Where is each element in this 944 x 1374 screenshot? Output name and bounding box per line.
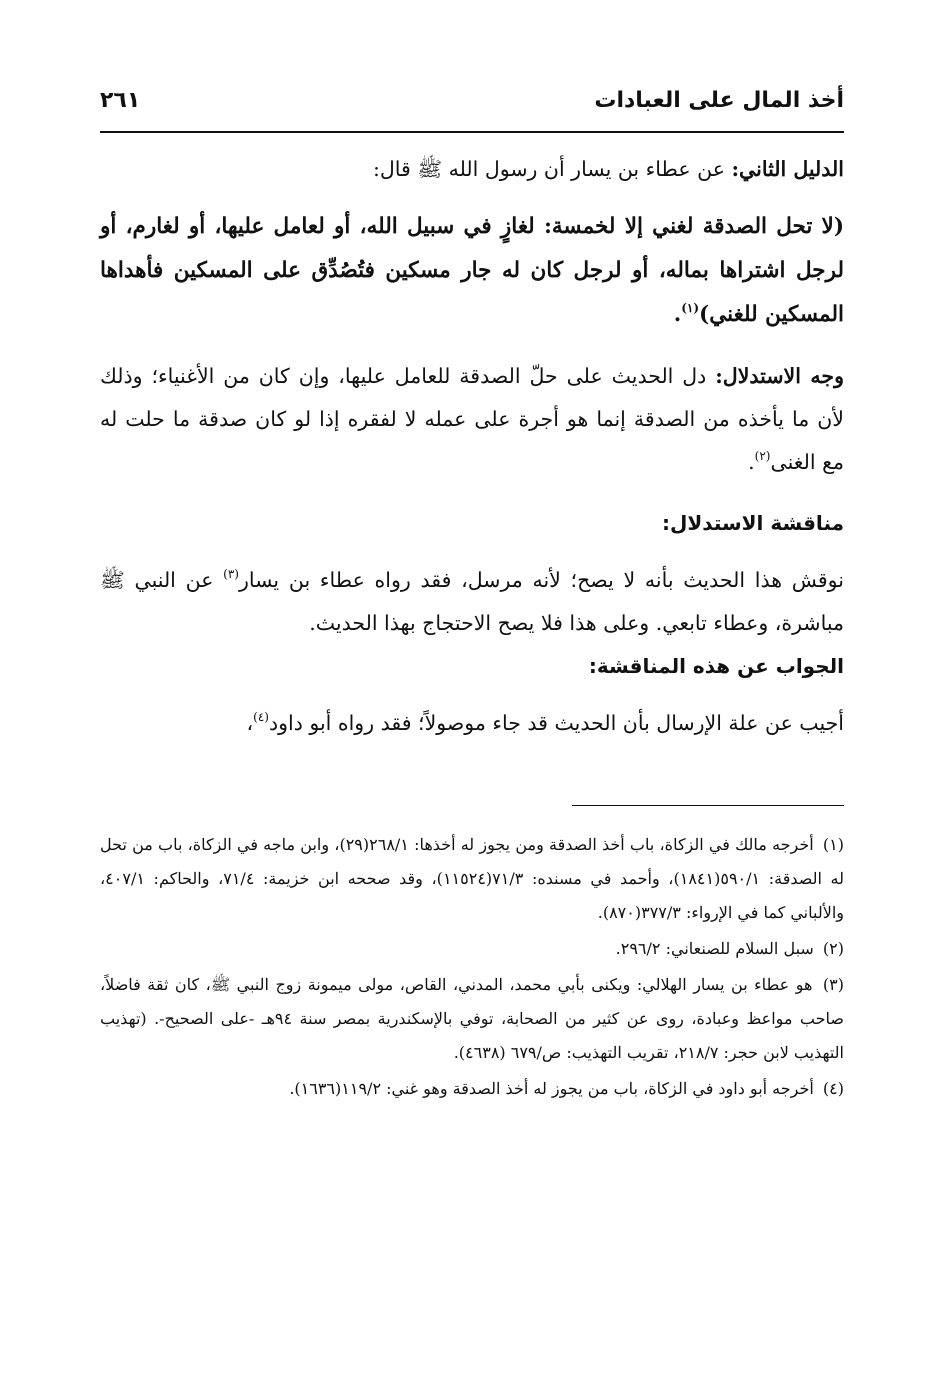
running-head	[100, 84, 844, 124]
discussion-text-continued: عن النبي ﷺ مباشرة، وعطاء تابعي. وعلى هذا فلا يصح الاحتجاج بهذا الحديث.	[100, 568, 844, 635]
discussion-text: نوقش هذا الحديث بأنه لا يصح؛ لأنه مرسل، فقد رواه عطاء بن يسار	[238, 568, 844, 592]
footnote	[100, 968, 844, 1070]
footnote-text: أخرجه مالك في الزكاة، باب أخذ الصدقة ومن يجوز له أخذها: ٢٦٨/١(٢٩)، وابن ماجه في الزكاة، باب من تحل له الصدقة: ٥٩٠/١(١٨٤١)، وأحمد في مسنده: ٧١/٣(١١٥٢٤)، وقد صححه ابن خزيمة: ٧١/٤، والحاكم: ٤٠٧/١، والألباني كما في الإرواء: ٣٧٧/٣(٨٧٠).	[100, 835, 844, 922]
footnote-number: (٢)	[822, 939, 844, 958]
hadith-text: (لا تحل الصدقة لغني إلا لخمسة: لغازٍ في سبيل الله، أو لعامل عليها، أو لغارم، أو لرجل اشتراها بماله، أو لرجل كان له جار مسكين فتُصُدِّق على المسكين فأهداها المسكين للغني)	[100, 214, 844, 327]
footnote-number: (٤)	[822, 1079, 844, 1098]
running-title: أخذ المال على العبادات	[594, 88, 844, 113]
header-rule	[100, 131, 844, 133]
main-text	[100, 148, 844, 745]
discussion-paragraph	[100, 559, 844, 645]
inference-paragraph: وجه الاستدلال: دل الحديث على حلّ الصدقة للعامل عليها، وإن كان من الأغنياء؛ وذلك لأن ما يأخذه من الصدقة إنما هو أجرة على عمله لا لفقره إذا لو كان صدقة ما حلت له مع الغنى$^{(٢)}$.	[100, 364, 844, 474]
evidence-text: عن عطاء بن يسار أن رسول الله ﷺ قال:	[372, 157, 732, 181]
inference-lead: وجه الاستدلال:	[715, 364, 844, 388]
footnote-ref: (٣)	[223, 567, 239, 581]
footnote-ref: (٤)	[253, 710, 269, 724]
answer-text: أجيب عن علة الإرسال بأن الحديث قد جاء موصولاً؛ فقد رواه أبو داود	[268, 711, 844, 735]
footnote-text: سبل السلام للصنعاني: ٢٩٦/٢.	[615, 939, 814, 958]
page-number: ٢٦١	[100, 88, 141, 113]
hadith-paragraph: (لا تحل الصدقة لغني إلا لخمسة: لغازٍ في سبيل الله، أو لعامل عليها، أو لغارم، أو لرجل اشتراها بماله، أو لرجل كان له جار مسكين فتُصُدِّق على المسكين فأهداها المسكين للغني)$^{(١)}$.	[100, 214, 844, 327]
footnote	[100, 1072, 844, 1106]
footnote-ref: (١)	[681, 301, 700, 315]
footnote	[100, 932, 844, 966]
footnote-number: (١)	[822, 835, 845, 854]
evidence-lead: الدليل الثاني:	[731, 157, 844, 181]
discussion-heading: مناقشة الاستدلال:	[662, 511, 844, 535]
evidence-paragraph	[100, 148, 844, 191]
inference-text: دل الحديث على حلّ الصدقة للعامل عليها، وإن كان من الأغنياء؛ وذلك لأن ما يأخذه من الصدقة إنما هو أجرة على عمله لا لفقره إذا لو كان صدقة ما حلت له مع الغنى	[100, 364, 844, 474]
footnote-separator	[572, 805, 844, 806]
footnote-number: (٣)	[822, 975, 845, 994]
footnotes	[100, 828, 844, 1108]
footnote-ref: (٢)	[754, 449, 771, 463]
footnote	[100, 828, 844, 930]
footnote-text: هو عطاء بن يسار الهلالي: ويكنى بأبي محمد، المدني، القاص، مولى ميمونة زوج النبي ﷺ، كان ثقة فاضلاً، صاحب مواعظ وعبادة، روى عن كثير من الصحابة، توفي بالإسكندرية بمصر سنة ٩٤هـ -على الصحيح-. (تهذيب التهذيب لابن حجر: ٢١٨/٧، تقريب التهذيب: ص/٦٧٩ (٤٦٣٨).	[100, 975, 844, 1062]
answer-heading: الجواب عن هذه المناقشة:	[588, 654, 844, 678]
footnote-text: أخرجه أبو داود في الزكاة، باب من يجوز له أخذ الصدقة وهو غني: ١١٩/٢(١٦٣٦).	[289, 1079, 814, 1098]
answer-paragraph: أجيب عن علة الإرسال بأن الحديث قد جاء موصولاً؛ فقد رواه أبو داود$^{(٤)}$،	[246, 710, 844, 735]
